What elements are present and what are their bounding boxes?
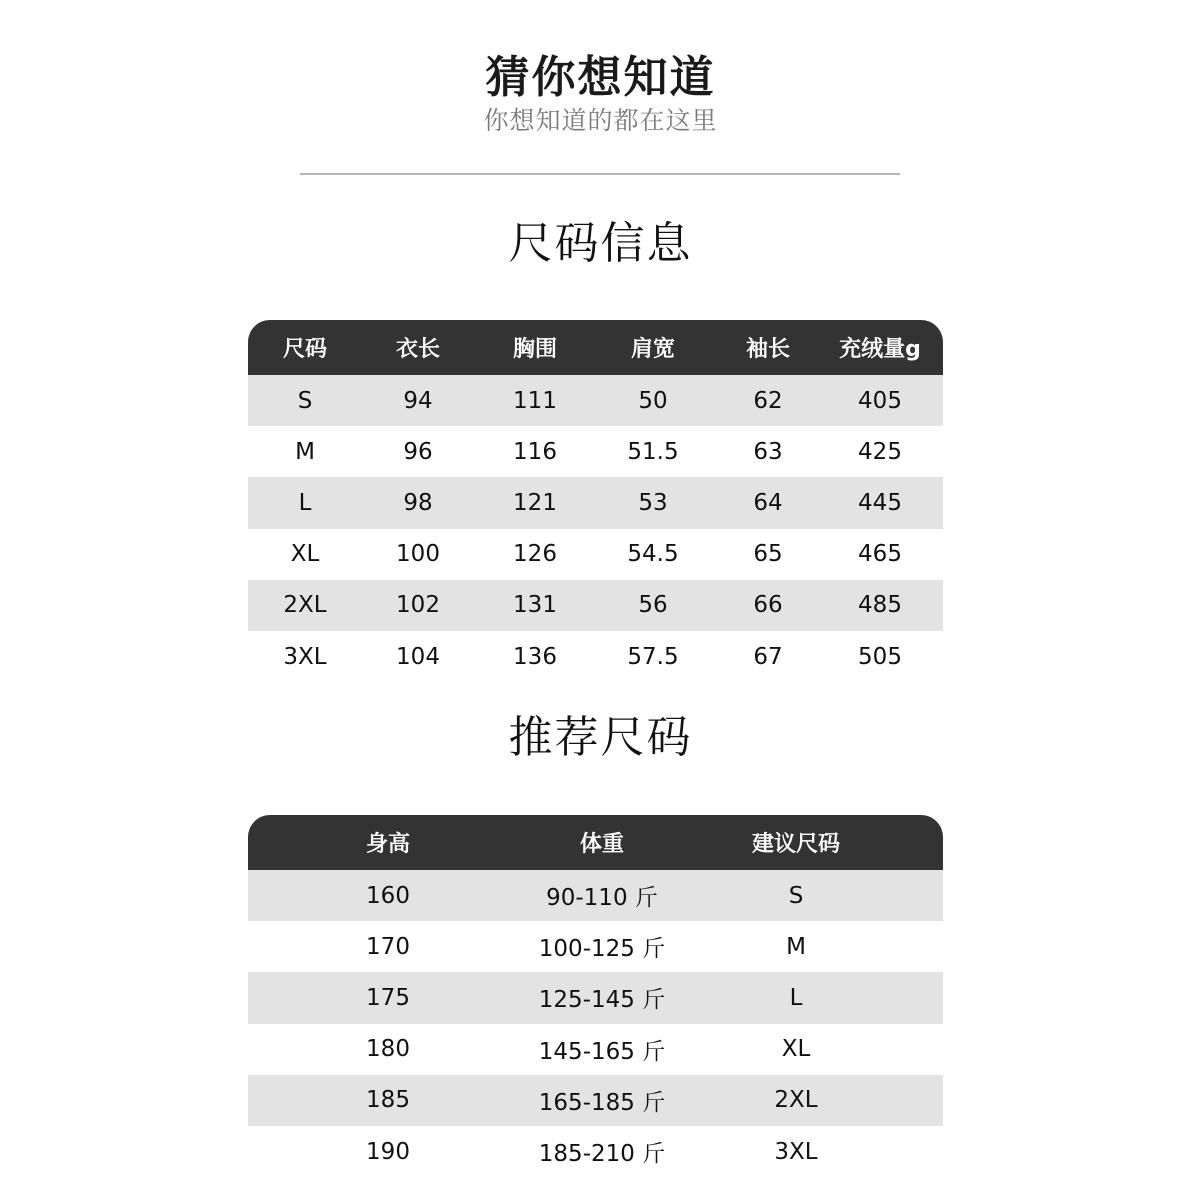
table-cell: 100-125 斤	[538, 936, 666, 963]
table-cell: S	[297, 387, 313, 414]
table-cell: 131	[513, 592, 557, 619]
table-cell: 66	[753, 592, 783, 619]
table-cell: 505	[858, 643, 902, 670]
table-cell: 185-210 斤	[538, 1141, 666, 1168]
size-header-cell: 肩宽	[630, 337, 676, 362]
table-cell: 104	[396, 643, 440, 670]
recommend-table-header	[248, 815, 943, 870]
table-cell: 2XL	[283, 592, 327, 619]
table-cell: 96	[403, 438, 433, 465]
size-table-header	[248, 320, 943, 375]
table-cell: 445	[858, 489, 902, 516]
table-cell: 62	[753, 387, 783, 414]
table-row	[248, 1075, 943, 1126]
table-row	[248, 870, 943, 921]
size-header-cell: 充绒量g	[839, 337, 921, 362]
table-cell: 50	[638, 387, 668, 414]
table-cell: 57.5	[627, 643, 679, 670]
table-row	[248, 972, 943, 1023]
table-cell: 465	[858, 541, 902, 568]
table-cell: 67	[753, 643, 783, 670]
divider	[300, 173, 900, 175]
table-cell: XL	[781, 1036, 811, 1063]
table-cell: 100	[396, 541, 440, 568]
size-info-title: 尺码信息	[508, 218, 693, 269]
table-cell: 485	[858, 592, 902, 619]
size-header-cell: 袖长	[745, 337, 791, 362]
table-cell: 56	[638, 592, 668, 619]
recommend-size-table	[248, 815, 943, 1177]
table-row	[248, 631, 943, 682]
table-cell: 121	[513, 489, 557, 516]
table-cell: 64	[753, 489, 783, 516]
table-cell: 136	[513, 643, 557, 670]
table-row	[248, 1126, 943, 1177]
table-cell: 2XL	[774, 1087, 818, 1114]
recommend-size-title: 推荐尺码	[508, 712, 693, 763]
table-cell: 160	[366, 882, 410, 909]
table-cell: 90-110 斤	[546, 885, 658, 912]
table-row	[248, 477, 943, 528]
table-cell: L	[789, 984, 803, 1011]
page-subtitle: 你想知道的都在这里	[483, 106, 718, 135]
page-title: 猜你想知道	[485, 52, 716, 103]
table-cell: 126	[513, 541, 557, 568]
table-row	[248, 426, 943, 477]
table-cell: 53	[638, 489, 668, 516]
table-cell: 170	[366, 933, 410, 960]
table-cell: 116	[513, 438, 557, 465]
table-cell: XL	[290, 541, 320, 568]
table-cell: 63	[753, 438, 783, 465]
table-row	[248, 375, 943, 426]
table-cell: 51.5	[627, 438, 679, 465]
table-cell: 65	[753, 541, 783, 568]
table-cell: 3XL	[283, 643, 327, 670]
table-cell: 98	[403, 489, 433, 516]
table-cell: 102	[396, 592, 440, 619]
recommend-header-cell: 身高	[365, 832, 411, 857]
recommend-header-cell: 建议尺码	[751, 832, 841, 857]
table-cell: M	[295, 438, 315, 465]
table-cell: 180	[366, 1036, 410, 1063]
recommend-header-cell: 体重	[579, 832, 625, 857]
table-row	[248, 1024, 943, 1075]
size-header-cell: 衣长	[395, 337, 441, 362]
table-row	[248, 921, 943, 972]
table-cell: M	[786, 933, 806, 960]
table-cell: S	[788, 882, 804, 909]
table-cell: 165-185 斤	[538, 1089, 666, 1116]
table-cell: 190	[366, 1138, 410, 1165]
table-cell: 125-145 斤	[538, 987, 666, 1014]
size-header-cell: 胸围	[512, 337, 558, 362]
size-header-cell: 尺码	[282, 337, 328, 362]
table-row	[248, 580, 943, 631]
table-cell: 54.5	[627, 541, 679, 568]
table-cell: 94	[403, 387, 433, 414]
table-cell: 405	[858, 387, 902, 414]
table-cell: L	[298, 489, 312, 516]
table-cell: 111	[513, 387, 557, 414]
table-cell: 3XL	[774, 1138, 818, 1165]
table-cell: 145-165 斤	[538, 1038, 666, 1065]
table-cell: 425	[858, 438, 902, 465]
table-row	[248, 529, 943, 580]
table-cell: 185	[366, 1087, 410, 1114]
size-info-table	[248, 320, 943, 682]
table-cell: 175	[366, 984, 410, 1011]
